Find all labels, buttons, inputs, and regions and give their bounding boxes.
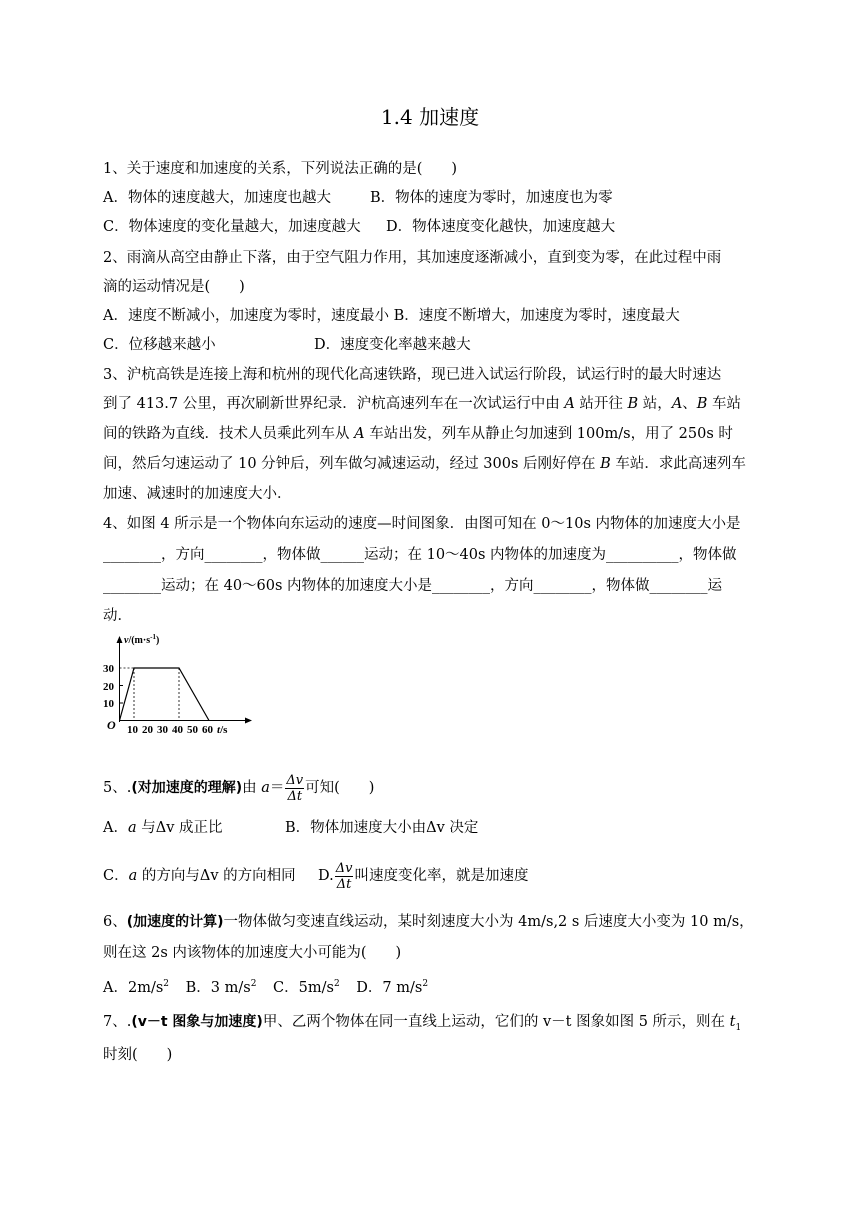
- x-tick-label-20: 20: [142, 724, 153, 736]
- q3-line2: 到了 413.7 公里，再次刷新世界纪录．沪杭高速列车在一次试运行中由 A 站开往 B 站，A、B 车站: [103, 396, 742, 412]
- q3-line4: 间，然后匀速运动了 10 分钟后，列车做匀减速运动，经过 300s 后刚好停在 B 车站．求此高速列车: [103, 456, 746, 472]
- q6-option-d: D．7 $m/s^2$: [356, 979, 429, 996]
- x-tick-label-30: 30: [157, 724, 168, 736]
- q2-option-c: C．位移越来越小: [103, 337, 216, 353]
- q6-options: [103, 974, 428, 998]
- velocity-time-graph: [100, 632, 270, 737]
- q2-options-ab: A．速度不断减小，加速度为零时，速度最小 B．速度不断增大，加速度为零时，速度最大: [103, 308, 680, 324]
- y-tick-label-20: 20: [103, 681, 114, 693]
- x-tick-label-60: 60: [202, 724, 213, 736]
- q2-stem-line2: 滴的运动情况是( ): [103, 279, 245, 295]
- q4-line3: ________运动；在 40～60s 内物体的加速度大小是________，方向________，物体做________运: [103, 578, 723, 594]
- x-tick-label-50: 50: [187, 724, 198, 736]
- q5-fraction: $\frac{\Delta v}{\Delta t}$: [286, 772, 304, 804]
- q5-stem: 5、.(对加速度的理解)由 a＝ $\frac{\Delta v}{\Delta t}$ 可知( ): [103, 772, 375, 804]
- q2-option-d: D．速度变化率越来越大: [314, 337, 471, 353]
- q7-line2: 时刻( ): [103, 1047, 173, 1063]
- q5-option-c: C．a 的方向与Δv 的方向相同: [103, 868, 296, 884]
- q4-line2: ________，方向________，物体做______运动；在 10～40s 内物体的加速度为__________，物体做: [103, 547, 737, 563]
- q1-stem: 1、关于速度和加速度的关系，下列说法正确的是( ): [103, 161, 458, 177]
- x-tick-label-10: 10: [127, 724, 138, 736]
- x-axis-arrow: [245, 718, 252, 724]
- q4-line1: 4、如图 4 所示是一个物体向东运动的速度—时间图象．由图可知在 0～10s 内物体的加速度大小是: [103, 516, 741, 532]
- x-tick-label-40: 40: [172, 724, 183, 736]
- origin-label: O: [107, 718, 116, 732]
- q2-stem-line1: 2、雨滴从高空由静止下落，由于空气阻力作用，其加速度逐渐减小，直到变为零，在此过程中雨: [103, 250, 722, 266]
- y-tick-label-30: 30: [103, 663, 114, 675]
- x-axis-label: t/s: [217, 724, 228, 736]
- y-axis-label: $v/(m\cdot s^{-1})$: [124, 633, 160, 646]
- q4-line4: 动．: [103, 608, 132, 624]
- page-title: 1.4 加速度: [380, 105, 480, 129]
- velocity-curve: [120, 668, 210, 721]
- q3-line3: 间的铁路为直线．技术人员乘此列车从 A 车站出发，列车从静止匀加速到 100m/s，用了 250s 时: [103, 426, 733, 442]
- q6-option-b: B．3 $m/s^2$: [185, 979, 257, 996]
- q3-line5: 加速、减速时的加速度大小．: [103, 486, 292, 502]
- q7-line1: 7、.(v－t 图象与加速度)甲、乙两个物体在同一直线上运动，它们的 v－t 图象如图 5 所示，则在 $t_1$: [103, 1014, 742, 1033]
- q1-option-a: A．物体的速度越大，加速度也越大: [103, 190, 331, 206]
- q1-option-d: D．物体速度变化越快，加速度越大: [386, 219, 616, 235]
- q6-line2: 则在这 2s 内该物体的加速度大小可能为( ): [103, 945, 402, 961]
- y-tick-label-10: 10: [103, 698, 114, 710]
- q5-option-a: A．a 与Δv 成正比: [103, 820, 223, 836]
- q1-option-b: B．物体的速度为零时，加速度也为零: [370, 190, 613, 206]
- q5-option-d: D. $\frac{\Delta v}{\Delta t}$ 叫速度变化率，就是加速度: [318, 860, 529, 892]
- y-axis-arrow: [117, 636, 123, 643]
- q1-option-c: C．物体速度的变化量越大，加速度越大: [103, 219, 361, 235]
- q3-line1: 3、沪杭高铁是连接上海和杭州的现代化高速铁路，现已进入试运行阶段，试运行时的最大时速达: [103, 367, 722, 383]
- q5-option-d-fraction: $\frac{\Delta v}{\Delta t}$: [335, 860, 353, 892]
- q6-option-c: C．$5m/s^2$: [273, 979, 340, 996]
- q5-option-b: B．物体加速度大小由Δv 决定: [285, 820, 479, 836]
- q6-line1: 6、(加速度的计算)一物体做匀变速直线运动，某时刻速度大小为 4m/s,2 s 后速度大小变为 10 m/s，: [103, 914, 754, 930]
- q6-option-a: A．$2m/s^2$: [103, 979, 170, 996]
